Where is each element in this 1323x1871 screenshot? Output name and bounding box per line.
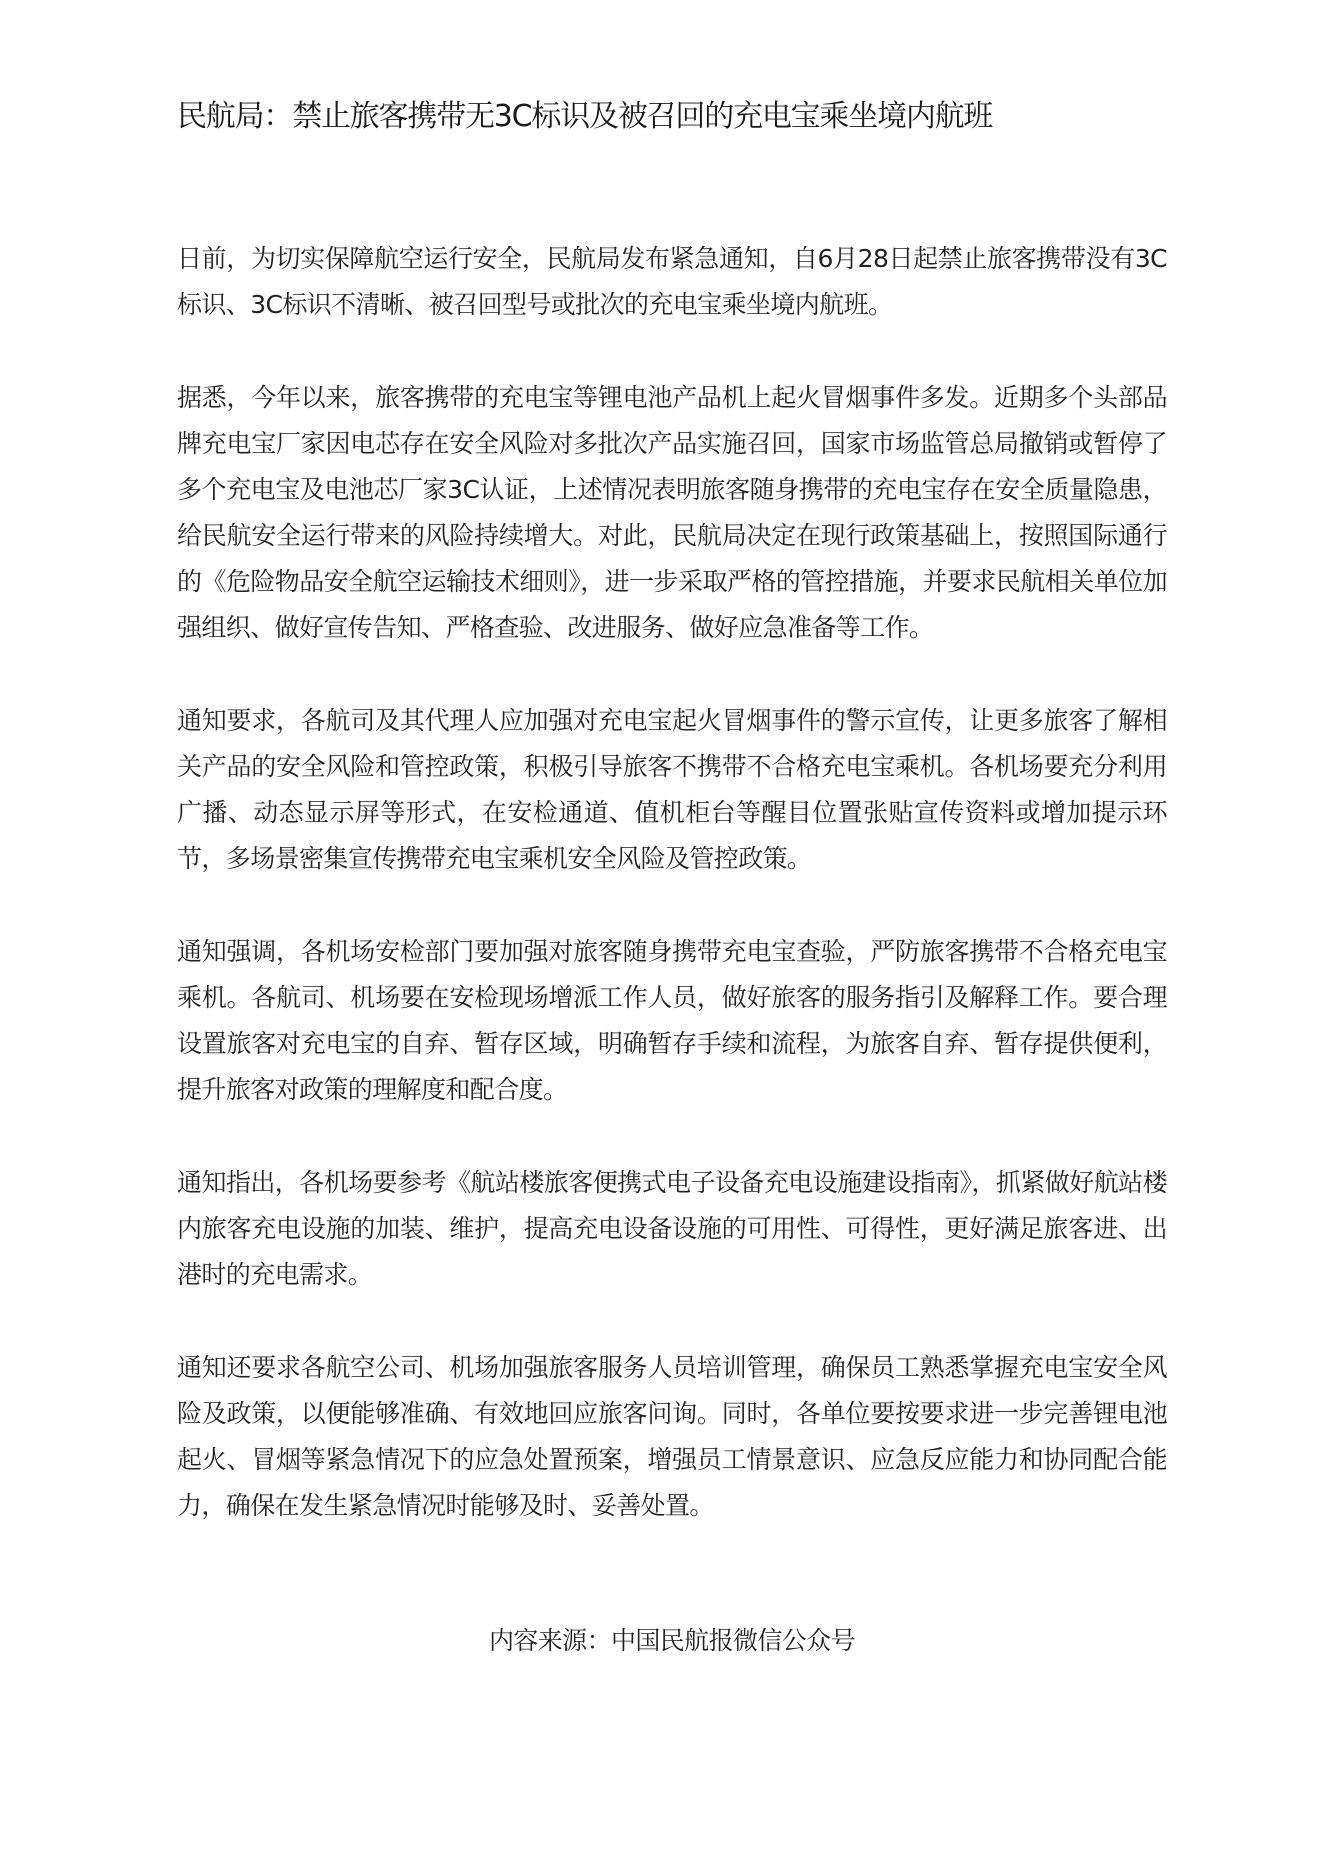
paragraph-5: 通知指出，各机场要参考《航站楼旅客便携式电子设备充电设施建设指南》，抓紧做好航站楼内旅客充电设施的加装、维护，提高充电设备设施的可用性、可得性，更好满足旅客进、出港时的充电需求。 — [177, 1168, 1167, 1289]
article-title: 民航局：禁止旅客携带无3C标识及被召回的充电宝乘坐境内航班 — [177, 99, 993, 134]
paragraph-1: 日前，为切实保障航空运行安全，民航局发布紧急通知，自6月28日起禁止旅客携带没有3C标识、3C标识不清晰、被召回型号或批次的充电宝乘坐境内航班。 — [177, 244, 1167, 319]
paragraph-3: 通知要求，各航司及其代理人应加强对充电宝起火冒烟事件的警示宣传，让更多旅客了解相关产品的安全风险和管控政策，积极引导旅客不携带不合格充电宝乘机。各机场要充分利用广播、动态显示屏等形式，在安检通道、值机柜台等醒目位置张贴宣传资料或增加提示环节，多场景密集宣传携带充电宝乘机安全风险及管控政策。 — [177, 706, 1167, 873]
article-body — [177, 236, 1167, 1576]
paragraph-6: 通知还要求各航空公司、机场加强旅客服务人员培训管理，确保员工熟悉掌握充电宝安全风险及政策，以便能够准确、有效地回应旅客问询。同时，各单位要按要求进一步完善锂电池起火、冒烟等紧急情况下的应急处置预案，增强员工情景意识、应急反应能力和协同配合能力，确保在发生紧急情况时能够及时、妥善处置。 — [177, 1353, 1167, 1520]
paragraph-4: 通知强调，各机场安检部门要加强对旅客随身携带充电宝查验，严防旅客携带不合格充电宝乘机。各航司、机场要在安检现场增派工作人员，做好旅客的服务指引及解释工作。要合理设置旅客对充电宝的自弃、暂存区域，明确暂存手续和流程，为旅客自弃、暂存提供便利，提升旅客对政策的理解度和配合度。 — [177, 937, 1167, 1104]
paragraph-2: 据悉，今年以来，旅客携带的充电宝等锂电池产品机上起火冒烟事件多发。近期多个头部品牌充电宝厂家因电芯存在安全风险对多批次产品实施召回，国家市场监管总局撤销或暂停了多个充电宝及电池芯厂家3C认证，上述情况表明旅客随身携带的充电宝存在安全质量隐患，给民航安全运行带来的风险持续增大。对此，民航局决定在现行政策基础上，按照国际通行的《危险物品安全航空运输技术细则》，进一步采取严格的管控措施，并要求民航相关单位加强组织、做好宣传告知、严格查验、改进服务、做好应急准备等工作。 — [177, 383, 1167, 642]
source-credit: 内容来源：中国民航报微信公众号 — [488, 1626, 855, 1655]
